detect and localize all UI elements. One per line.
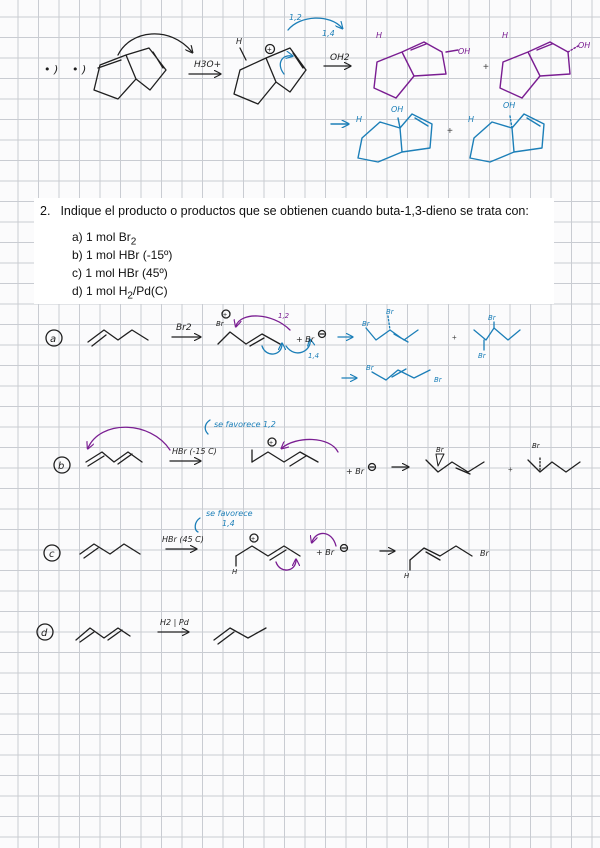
bicyclic-diene	[94, 48, 166, 99]
svg-text:se favorece: se favorece	[206, 509, 253, 518]
svg-text:b: b	[58, 461, 65, 472]
svg-text:+ Br: + Br	[316, 548, 335, 557]
svg-text:1,2: 1,2	[278, 312, 290, 320]
problem1-marker-2: • )	[72, 63, 87, 76]
svg-text:+: +	[452, 333, 457, 342]
part-a	[46, 308, 520, 384]
butadiene-a	[88, 330, 148, 346]
svg-text:Br: Br	[478, 352, 486, 360]
svg-text:+: +	[447, 126, 453, 137]
reagent-h3o: H3O+	[194, 60, 222, 70]
problem1-marker: • )	[44, 63, 59, 76]
svg-text:+: +	[483, 62, 489, 73]
problem1-group	[44, 13, 350, 104]
svg-text:+: +	[223, 312, 228, 319]
svg-text:H: H	[232, 568, 238, 576]
reagent-oh2: OH2	[330, 53, 350, 63]
svg-text:1,4: 1,4	[308, 352, 320, 360]
option-c: c) 1 mol HBr (45º)	[72, 266, 168, 280]
h-label-cation: H	[236, 37, 243, 46]
svg-text:OH: OH	[458, 47, 471, 56]
svg-text:OH: OH	[503, 101, 516, 110]
svg-text:Br: Br	[434, 376, 442, 384]
svg-text:+: +	[251, 536, 256, 543]
svg-text:OH: OH	[391, 105, 404, 114]
svg-text:OH: OH	[578, 41, 591, 50]
svg-text:+: +	[267, 45, 272, 54]
svg-text:Br: Br	[436, 446, 444, 454]
option-d: d) 1 mol $H_2/Pd(C)$	[72, 284, 168, 302]
svg-text:H: H	[404, 572, 410, 580]
svg-text:Br: Br	[216, 320, 224, 328]
svg-text:Br: Br	[362, 320, 370, 328]
svg-text:+: +	[508, 465, 513, 474]
purple-products	[374, 31, 590, 98]
svg-text:H: H	[502, 31, 509, 40]
question-number: 2.	[40, 204, 51, 218]
svg-text:c: c	[49, 549, 55, 560]
svg-text:Br: Br	[488, 314, 496, 322]
svg-text:a: a	[50, 334, 57, 345]
svg-text:HBr (45 C): HBr (45 C)	[162, 535, 204, 544]
label-14: 1,4	[322, 29, 335, 38]
question-text: Indique el producto o productos que se obtienen cuando buta-1,3-dieno se trata con:	[60, 204, 529, 218]
svg-text:HBr (-15 C): HBr (-15 C)	[172, 447, 217, 456]
part-d	[37, 618, 266, 644]
svg-text:Br: Br	[480, 549, 489, 558]
svg-text:H2 | Pd: H2 | Pd	[160, 618, 189, 627]
svg-text:1,4: 1,4	[222, 519, 235, 528]
svg-text:+: +	[269, 440, 274, 447]
svg-text:Br: Br	[532, 442, 540, 450]
svg-text:+ Br: + Br	[346, 467, 365, 476]
option-b: b) 1 mol HBr (-15º)	[72, 248, 173, 262]
question-title	[40, 204, 529, 218]
svg-text:d: d	[41, 628, 48, 639]
svg-text:H: H	[356, 115, 363, 124]
svg-text:se favorece 1,2: se favorece 1,2	[214, 420, 276, 429]
option-a: a) 1 mol $Br_2$	[72, 230, 137, 248]
svg-text:Br: Br	[386, 308, 394, 316]
question-2-box	[34, 198, 554, 304]
svg-text:H: H	[376, 31, 383, 40]
svg-text:Br2: Br2	[176, 323, 192, 333]
part-b	[54, 420, 580, 476]
curved-arrow-1	[118, 34, 192, 55]
blue-products	[331, 101, 544, 162]
svg-text:H: H	[468, 115, 475, 124]
label-12: 1,2	[289, 13, 302, 22]
part-c	[44, 509, 489, 580]
svg-text:Br: Br	[366, 364, 374, 372]
svg-text:+ Br: + Br	[296, 335, 315, 344]
